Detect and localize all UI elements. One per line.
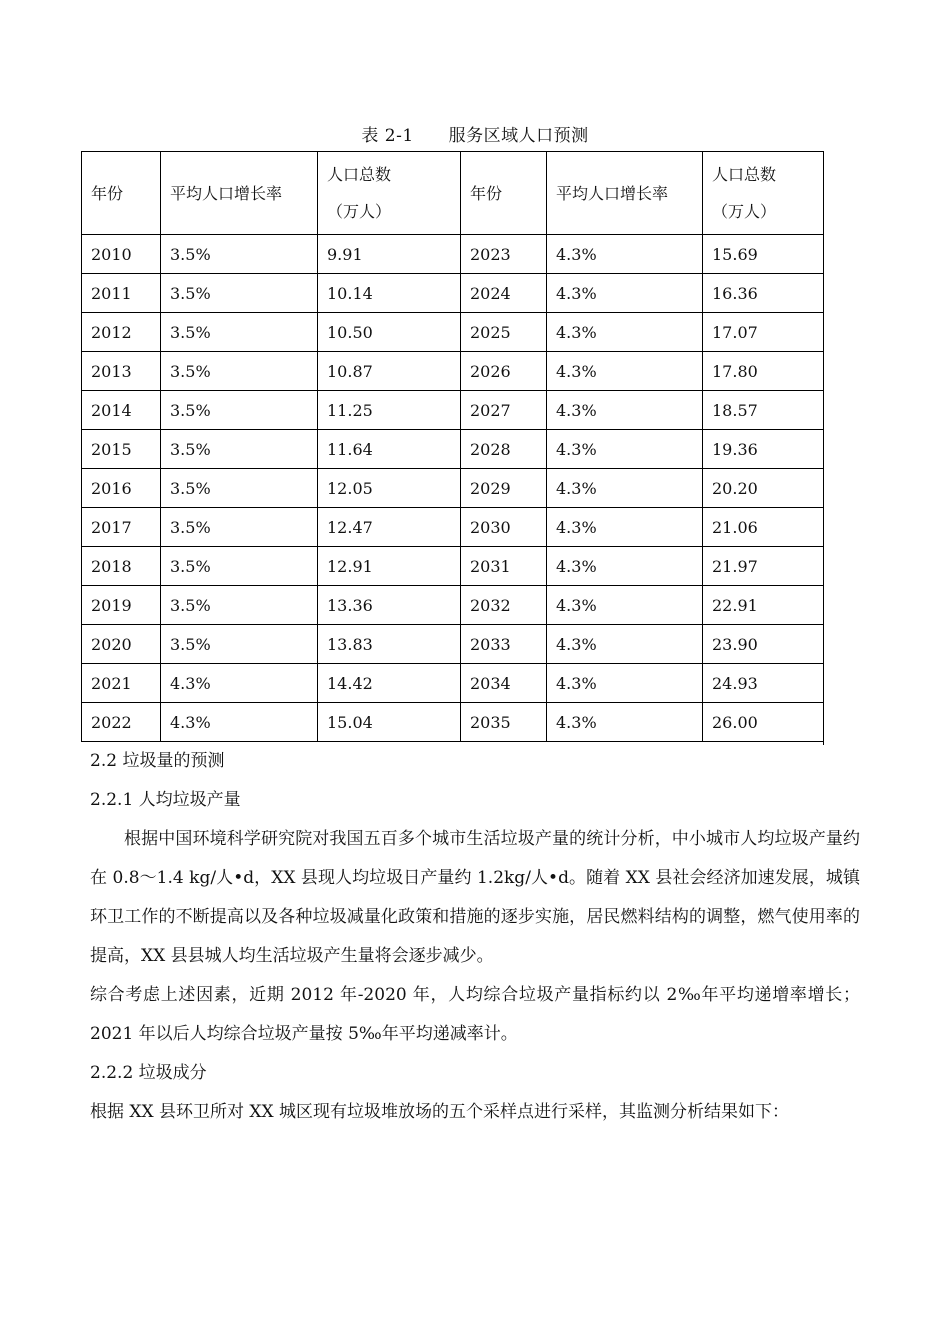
cell-year: 2010 (82, 235, 161, 274)
header-growth-rate: 平均人口增长率 (161, 152, 318, 235)
cell-year: 2030 (461, 508, 547, 547)
cell-growth-rate: 4.3% (547, 586, 703, 625)
cell-population: 13.36 (318, 586, 461, 625)
table-row (82, 235, 824, 274)
table-header-row (82, 152, 824, 235)
header-year: 年份 (461, 152, 547, 235)
cell-year: 2024 (461, 274, 547, 313)
cell-growth-rate: 4.3% (547, 469, 703, 508)
cell-population: 18.57 (703, 391, 824, 430)
cell-growth-rate: 3.5% (161, 235, 318, 274)
cell-year: 2023 (461, 235, 547, 274)
paragraph-waste-composition: 根据 XX 县环卫所对 XX 城区现有垃圾堆放场的五个采样点进行采样，其监测分析结果如下： (90, 1102, 790, 1122)
cell-population: 10.50 (318, 313, 461, 352)
section-heading-2-2-2: 2.2.2 垃圾成分 (90, 1063, 207, 1083)
cell-population: 12.47 (318, 508, 461, 547)
cell-year: 2032 (461, 586, 547, 625)
cell-population: 16.36 (703, 274, 824, 313)
section-heading-2-2-1: 2.2.1 人均垃圾产量 (90, 790, 241, 810)
cell-population: 22.91 (703, 586, 824, 625)
cell-year: 2016 (82, 469, 161, 508)
cell-growth-rate: 3.5% (161, 313, 318, 352)
cell-population: 23.90 (703, 625, 824, 664)
header-population-line2: （万人） (327, 202, 392, 221)
cell-year: 2012 (82, 313, 161, 352)
cell-year: 2017 (82, 508, 161, 547)
cell-year: 2018 (82, 547, 161, 586)
cell-year: 2028 (461, 430, 547, 469)
cell-population: 21.97 (703, 547, 824, 586)
header-population (318, 152, 461, 235)
table-row (82, 313, 824, 352)
cell-population: 21.06 (703, 508, 824, 547)
cell-population: 26.00 (703, 703, 824, 742)
cell-population: 11.64 (318, 430, 461, 469)
cell-year: 2034 (461, 664, 547, 703)
cell-population: 17.07 (703, 313, 824, 352)
header-population-line1: 人口总数 (712, 165, 777, 184)
table-row (82, 664, 824, 703)
cell-growth-rate: 4.3% (547, 235, 703, 274)
cell-growth-rate: 4.3% (547, 391, 703, 430)
cell-population: 19.36 (703, 430, 824, 469)
cell-growth-rate: 4.3% (547, 625, 703, 664)
cell-population: 12.91 (318, 547, 461, 586)
cell-year: 2026 (461, 352, 547, 391)
cell-year: 2014 (82, 391, 161, 430)
cell-year: 2025 (461, 313, 547, 352)
cell-growth-rate: 3.5% (161, 586, 318, 625)
cell-year: 2031 (461, 547, 547, 586)
table-row (82, 391, 824, 430)
cell-growth-rate: 3.5% (161, 469, 318, 508)
header-population (703, 152, 824, 235)
table-row (82, 547, 824, 586)
table-body (82, 235, 824, 742)
paragraph-growth-assumption: 综合考虑上述因素，近期 2012 年-2020 年，人均综合垃圾产量指标约以 2‰年平均递增率增长； 2021 年以后人均综合垃圾产量按 5‰年平均递减率计。 (90, 985, 860, 1044)
cell-growth-rate: 3.5% (161, 352, 318, 391)
cell-year: 2015 (82, 430, 161, 469)
table-row (82, 703, 824, 742)
header-growth-rate: 平均人口增长率 (547, 152, 703, 235)
cell-population: 12.05 (318, 469, 461, 508)
cell-growth-rate: 4.3% (161, 664, 318, 703)
cell-year: 2022 (82, 703, 161, 742)
cell-population: 13.83 (318, 625, 461, 664)
table-header (82, 152, 824, 235)
cell-year: 2020 (82, 625, 161, 664)
cell-population: 24.93 (703, 664, 824, 703)
population-forecast-table (81, 151, 824, 742)
cell-growth-rate: 4.3% (547, 508, 703, 547)
section-heading-2-2: 2.2 垃圾量的预测 (90, 751, 225, 771)
cell-population: 10.87 (318, 352, 461, 391)
cell-population: 20.20 (703, 469, 824, 508)
cell-year: 2019 (82, 586, 161, 625)
cell-growth-rate: 3.5% (161, 508, 318, 547)
cell-year: 2013 (82, 352, 161, 391)
cell-year: 2035 (461, 703, 547, 742)
cell-growth-rate: 4.3% (547, 352, 703, 391)
cell-year: 2021 (82, 664, 161, 703)
cell-population: 9.91 (318, 235, 461, 274)
cell-growth-rate: 4.3% (547, 430, 703, 469)
cell-population: 17.80 (703, 352, 824, 391)
header-population-line1: 人口总数 (327, 165, 392, 184)
table-row (82, 469, 824, 508)
cell-year: 2033 (461, 625, 547, 664)
cell-year: 2029 (461, 469, 547, 508)
table-row (82, 274, 824, 313)
cell-growth-rate: 4.3% (547, 313, 703, 352)
paragraph-per-capita-waste: 根据中国环境科学研究院对我国五百多个城市生活垃圾产量的统计分析，中小城市人均垃圾产量约在 0.8～1.4 kg/人•d，XX 县现人均垃圾日产量约 1.2kg/人•d。随着 XX 县社会经济加速发展，城镇环卫工作的不断提高以及各种垃圾减量化政策和措施的逐步实施，居民燃料结构的调整，燃气使用率的提高，XX 县县城人均生活垃圾产生量将会逐步减少。 (90, 829, 860, 966)
cell-growth-rate: 3.5% (161, 547, 318, 586)
cell-population: 14.42 (318, 664, 461, 703)
table-row (82, 430, 824, 469)
table-row (82, 625, 824, 664)
cell-year: 2011 (82, 274, 161, 313)
table-row (82, 352, 824, 391)
header-year: 年份 (82, 152, 161, 235)
cell-growth-rate: 4.3% (547, 547, 703, 586)
cell-growth-rate: 4.3% (547, 664, 703, 703)
cell-population: 15.04 (318, 703, 461, 742)
cell-population: 10.14 (318, 274, 461, 313)
cell-growth-rate: 3.5% (161, 625, 318, 664)
cell-growth-rate: 3.5% (161, 274, 318, 313)
cell-growth-rate: 4.3% (547, 274, 703, 313)
cell-population: 11.25 (318, 391, 461, 430)
table-row (82, 508, 824, 547)
cell-population: 15.69 (703, 235, 824, 274)
cell-growth-rate: 4.3% (547, 703, 703, 742)
header-population-line2: （万人） (712, 202, 777, 221)
cell-growth-rate: 3.5% (161, 391, 318, 430)
cell-growth-rate: 3.5% (161, 430, 318, 469)
table-caption: 表 2-1 服务区域人口预测 (361, 126, 589, 146)
cell-growth-rate: 4.3% (161, 703, 318, 742)
table-row (82, 586, 824, 625)
cell-year: 2027 (461, 391, 547, 430)
table-outer-border (823, 151, 824, 745)
